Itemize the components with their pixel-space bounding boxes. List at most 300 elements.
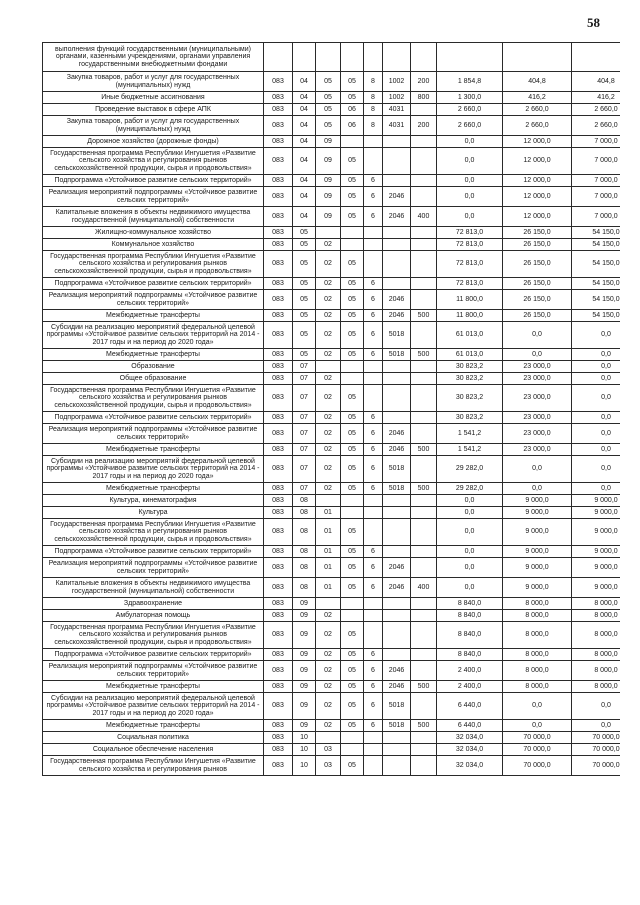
table-row <box>43 456 621 483</box>
subprogram-code: 6 <box>364 349 383 361</box>
subprogram-code: 6 <box>364 278 383 290</box>
program-code: 05 <box>341 756 364 776</box>
table-row <box>43 251 621 278</box>
activity-code: 1002 <box>383 92 411 104</box>
amount-year-2: 23 000,0 <box>503 444 572 456</box>
subsection-code <box>316 598 341 610</box>
amount-year-1 <box>437 43 503 72</box>
subprogram-code: 6 <box>364 558 383 578</box>
ministry-code: 083 <box>264 227 293 239</box>
program-code: 05 <box>341 622 364 649</box>
amount-year-2: 12 000,0 <box>503 148 572 175</box>
subsection-code: 02 <box>316 373 341 385</box>
subsection-code: 09 <box>316 207 341 227</box>
expense-type-code: 500 <box>411 310 437 322</box>
section-code: 09 <box>293 598 316 610</box>
subsection-code: 02 <box>316 239 341 251</box>
program-code: 05 <box>341 720 364 732</box>
subprogram-code: 6 <box>364 720 383 732</box>
subsection-code <box>316 43 341 72</box>
ministry-code: 083 <box>264 290 293 310</box>
row-name: Межбюджетные трансферты <box>43 720 264 732</box>
amount-year-2: 23 000,0 <box>503 361 572 373</box>
ministry-code: 083 <box>264 558 293 578</box>
subsection-code <box>316 732 341 744</box>
activity-code <box>383 373 411 385</box>
row-name: Подпрограмма «Устойчивое развитие сельских территорий» <box>43 649 264 661</box>
expense-type-code <box>411 322 437 349</box>
amount-year-2: 12 000,0 <box>503 175 572 187</box>
table-row <box>43 322 621 349</box>
amount-year-2: 26 150,0 <box>503 290 572 310</box>
expense-type-code: 500 <box>411 720 437 732</box>
amount-year-1: 0,0 <box>437 495 503 507</box>
row-name: Реализация мероприятий подпрограммы «Устойчивое развитие сельских территорий» <box>43 187 264 207</box>
section-code: 08 <box>293 558 316 578</box>
row-name: Субсидии на реализацию мероприятий федеральной целевой программы «Устойчивое развитие сельских территорий на 2014 - 2017 годы и на период до 2020 года» <box>43 456 264 483</box>
amount-year-2: 0,0 <box>503 349 572 361</box>
section-code: 04 <box>293 104 316 116</box>
table-row <box>43 310 621 322</box>
amount-year-3: 7 000,0 <box>572 175 621 187</box>
ministry-code: 083 <box>264 136 293 148</box>
activity-code <box>383 148 411 175</box>
expense-type-code <box>411 424 437 444</box>
table-row <box>43 104 621 116</box>
section-code: 07 <box>293 385 316 412</box>
program-code: 05 <box>341 661 364 681</box>
section-code: 08 <box>293 519 316 546</box>
program-code: 05 <box>341 349 364 361</box>
row-name: Социальное обеспечение населения <box>43 744 264 756</box>
table-row <box>43 227 621 239</box>
subprogram-code <box>364 610 383 622</box>
row-name: Коммунальное хозяйство <box>43 239 264 251</box>
amount-year-1: 29 282,0 <box>437 456 503 483</box>
amount-year-2: 9 000,0 <box>503 546 572 558</box>
subprogram-code <box>364 251 383 278</box>
expense-type-code <box>411 495 437 507</box>
subprogram-code <box>364 239 383 251</box>
subprogram-code: 6 <box>364 310 383 322</box>
subsection-code: 02 <box>316 278 341 290</box>
subsection-code: 05 <box>316 72 341 92</box>
program-code: 05 <box>341 72 364 92</box>
amount-year-2: 12 000,0 <box>503 187 572 207</box>
subsection-code: 01 <box>316 507 341 519</box>
program-code: 05 <box>341 649 364 661</box>
program-code: 05 <box>341 175 364 187</box>
amount-year-2: 8 000,0 <box>503 681 572 693</box>
amount-year-3: 7 000,0 <box>572 136 621 148</box>
amount-year-3: 7 000,0 <box>572 207 621 227</box>
ministry-code <box>264 43 293 72</box>
table-row <box>43 290 621 310</box>
ministry-code: 083 <box>264 349 293 361</box>
activity-code: 5018 <box>383 693 411 720</box>
section-code: 09 <box>293 720 316 732</box>
program-code: 05 <box>341 412 364 424</box>
table-row <box>43 385 621 412</box>
subsection-code: 09 <box>316 175 341 187</box>
amount-year-2 <box>503 43 572 72</box>
activity-code: 2046 <box>383 290 411 310</box>
row-name: Подпрограмма «Устойчивое развитие сельских территорий» <box>43 412 264 424</box>
program-code: 05 <box>341 290 364 310</box>
table-row <box>43 649 621 661</box>
section-code: 08 <box>293 495 316 507</box>
amount-year-3: 8 000,0 <box>572 622 621 649</box>
amount-year-1: 72 813,0 <box>437 251 503 278</box>
amount-year-3: 54 150,0 <box>572 290 621 310</box>
amount-year-1: 32 034,0 <box>437 756 503 776</box>
amount-year-3: 0,0 <box>572 412 621 424</box>
row-name: Государственная программа Республики Ингушетия «Развитие сельского хозяйства и регулирования рынков сельскохозяйственной продукции, сырья и продовольствия» <box>43 622 264 649</box>
amount-year-3 <box>572 43 621 72</box>
ministry-code: 083 <box>264 239 293 251</box>
ministry-code: 083 <box>264 622 293 649</box>
table-row <box>43 444 621 456</box>
row-name: Капитальные вложения в объекты недвижимого имущества государственной (муниципальной) собственности <box>43 207 264 227</box>
subsection-code: 01 <box>316 578 341 598</box>
table-row <box>43 207 621 227</box>
subsection-code: 02 <box>316 310 341 322</box>
amount-year-1: 0,0 <box>437 136 503 148</box>
table-row <box>43 732 621 744</box>
subsection-code: 02 <box>316 322 341 349</box>
subsection-code <box>316 495 341 507</box>
activity-code: 2046 <box>383 310 411 322</box>
amount-year-1: 11 800,0 <box>437 290 503 310</box>
row-name: Капитальные вложения в объекты недвижимого имущества государственной (муниципальной) собственности <box>43 578 264 598</box>
ministry-code: 083 <box>264 495 293 507</box>
activity-code <box>383 385 411 412</box>
subprogram-code: 6 <box>364 661 383 681</box>
amount-year-1: 32 034,0 <box>437 732 503 744</box>
subprogram-code <box>364 385 383 412</box>
row-name: Здравоохранение <box>43 598 264 610</box>
row-name: Культура, кинематография <box>43 495 264 507</box>
table-row <box>43 681 621 693</box>
amount-year-3: 0,0 <box>572 322 621 349</box>
amount-year-3: 70 000,0 <box>572 732 621 744</box>
section-code: 05 <box>293 251 316 278</box>
table-row <box>43 43 621 72</box>
subsection-code: 02 <box>316 456 341 483</box>
amount-year-3: 9 000,0 <box>572 507 621 519</box>
row-name: Подпрограмма «Устойчивое развитие сельских территорий» <box>43 546 264 558</box>
expense-type-code: 200 <box>411 116 437 136</box>
amount-year-3: 9 000,0 <box>572 519 621 546</box>
table-row <box>43 175 621 187</box>
activity-code: 2046 <box>383 444 411 456</box>
section-code: 07 <box>293 444 316 456</box>
row-name: Амбулаторная помощь <box>43 610 264 622</box>
amount-year-3: 70 000,0 <box>572 744 621 756</box>
section-code: 05 <box>293 290 316 310</box>
activity-code: 5018 <box>383 483 411 495</box>
amount-year-2: 70 000,0 <box>503 744 572 756</box>
ministry-code: 083 <box>264 385 293 412</box>
subprogram-code: 6 <box>364 412 383 424</box>
amount-year-3: 54 150,0 <box>572 310 621 322</box>
table-row <box>43 661 621 681</box>
amount-year-2: 26 150,0 <box>503 310 572 322</box>
ministry-code: 083 <box>264 207 293 227</box>
amount-year-1: 2 660,0 <box>437 104 503 116</box>
amount-year-3: 9 000,0 <box>572 558 621 578</box>
amount-year-1: 0,0 <box>437 148 503 175</box>
amount-year-2: 8 000,0 <box>503 649 572 661</box>
expense-type-code <box>411 148 437 175</box>
amount-year-1: 0,0 <box>437 507 503 519</box>
program-code: 05 <box>341 483 364 495</box>
program-code: 05 <box>341 456 364 483</box>
ministry-code: 083 <box>264 424 293 444</box>
subsection-code: 02 <box>316 444 341 456</box>
row-name: Межбюджетные трансферты <box>43 483 264 495</box>
expense-type-code <box>411 278 437 290</box>
amount-year-1: 61 013,0 <box>437 349 503 361</box>
row-name: Закупка товаров, работ и услуг для государственных (муниципальных) нужд <box>43 72 264 92</box>
subsection-code: 03 <box>316 744 341 756</box>
program-code <box>341 136 364 148</box>
row-name: Реализация мероприятий подпрограммы «Устойчивое развитие сельских территорий» <box>43 661 264 681</box>
table-row <box>43 519 621 546</box>
amount-year-2: 23 000,0 <box>503 385 572 412</box>
amount-year-1: 1 541,2 <box>437 424 503 444</box>
expense-type-code: 500 <box>411 483 437 495</box>
subsection-code <box>316 361 341 373</box>
amount-year-1: 6 440,0 <box>437 693 503 720</box>
table-row <box>43 349 621 361</box>
amount-year-1: 11 800,0 <box>437 310 503 322</box>
ministry-code: 083 <box>264 104 293 116</box>
subprogram-code: 6 <box>364 456 383 483</box>
program-code <box>341 732 364 744</box>
section-code: 07 <box>293 456 316 483</box>
program-code: 05 <box>341 310 364 322</box>
amount-year-1: 0,0 <box>437 175 503 187</box>
subsection-code: 02 <box>316 720 341 732</box>
activity-code <box>383 610 411 622</box>
table-row <box>43 546 621 558</box>
program-code: 05 <box>341 424 364 444</box>
amount-year-3: 54 150,0 <box>572 278 621 290</box>
amount-year-1: 0,0 <box>437 207 503 227</box>
row-name: Государственная программа Республики Ингушетия «Развитие сельского хозяйства и регулирования рынков сельскохозяйственной продукции, сырья и продовольствия» <box>43 148 264 175</box>
amount-year-3: 0,0 <box>572 693 621 720</box>
budget-table-body <box>43 43 621 776</box>
program-code: 05 <box>341 278 364 290</box>
ministry-code: 083 <box>264 720 293 732</box>
section-code: 05 <box>293 278 316 290</box>
program-code: 05 <box>341 322 364 349</box>
amount-year-1: 30 823,2 <box>437 412 503 424</box>
subprogram-code <box>364 598 383 610</box>
amount-year-2: 8 000,0 <box>503 661 572 681</box>
subprogram-code: 6 <box>364 175 383 187</box>
table-row <box>43 278 621 290</box>
amount-year-2: 9 000,0 <box>503 519 572 546</box>
amount-year-2: 9 000,0 <box>503 578 572 598</box>
subprogram-code: 6 <box>364 483 383 495</box>
subprogram-code: 6 <box>364 649 383 661</box>
subsection-code: 02 <box>316 681 341 693</box>
section-code: 04 <box>293 92 316 104</box>
activity-code <box>383 495 411 507</box>
subprogram-code: 6 <box>364 322 383 349</box>
program-code <box>341 373 364 385</box>
expense-type-code <box>411 546 437 558</box>
subprogram-code <box>364 43 383 72</box>
subsection-code: 02 <box>316 610 341 622</box>
table-row <box>43 92 621 104</box>
activity-code <box>383 598 411 610</box>
subsection-code: 02 <box>316 661 341 681</box>
table-row <box>43 239 621 251</box>
expense-type-code <box>411 239 437 251</box>
activity-code: 2046 <box>383 424 411 444</box>
activity-code: 2046 <box>383 187 411 207</box>
table-row <box>43 412 621 424</box>
activity-code <box>383 239 411 251</box>
amount-year-2: 8 000,0 <box>503 598 572 610</box>
subsection-code: 05 <box>316 92 341 104</box>
row-name: Межбюджетные трансферты <box>43 349 264 361</box>
expense-type-code <box>411 558 437 578</box>
section-code: 04 <box>293 207 316 227</box>
activity-code: 1002 <box>383 72 411 92</box>
row-name: Реализация мероприятий подпрограммы «Устойчивое развитие сельских территорий» <box>43 558 264 578</box>
activity-code <box>383 251 411 278</box>
table-row <box>43 558 621 578</box>
ministry-code: 083 <box>264 681 293 693</box>
section-code: 07 <box>293 424 316 444</box>
section-code: 10 <box>293 732 316 744</box>
ministry-code: 083 <box>264 693 293 720</box>
amount-year-3: 70 000,0 <box>572 756 621 776</box>
amount-year-2: 23 000,0 <box>503 412 572 424</box>
activity-code <box>383 546 411 558</box>
amount-year-1: 0,0 <box>437 578 503 598</box>
section-code: 09 <box>293 661 316 681</box>
program-code: 05 <box>341 187 364 207</box>
subsection-code: 02 <box>316 290 341 310</box>
amount-year-1: 2 400,0 <box>437 661 503 681</box>
amount-year-1: 30 823,2 <box>437 373 503 385</box>
activity-code <box>383 278 411 290</box>
ministry-code: 083 <box>264 744 293 756</box>
subsection-code: 02 <box>316 483 341 495</box>
amount-year-1: 2 400,0 <box>437 681 503 693</box>
amount-year-2: 12 000,0 <box>503 207 572 227</box>
amount-year-1: 72 813,0 <box>437 278 503 290</box>
row-name: Подпрограмма «Устойчивое развитие сельских территорий» <box>43 175 264 187</box>
expense-type-code <box>411 361 437 373</box>
subprogram-code <box>364 732 383 744</box>
activity-code <box>383 622 411 649</box>
ministry-code: 083 <box>264 373 293 385</box>
expense-type-code: 500 <box>411 681 437 693</box>
section-code: 09 <box>293 622 316 649</box>
ministry-code: 083 <box>264 361 293 373</box>
section-code: 09 <box>293 693 316 720</box>
activity-code: 5018 <box>383 456 411 483</box>
amount-year-2: 0,0 <box>503 483 572 495</box>
subprogram-code: 8 <box>364 104 383 116</box>
amount-year-1: 8 840,0 <box>437 598 503 610</box>
row-name: Межбюджетные трансферты <box>43 310 264 322</box>
table-row <box>43 578 621 598</box>
subprogram-code: 6 <box>364 207 383 227</box>
expense-type-code <box>411 373 437 385</box>
amount-year-2: 9 000,0 <box>503 495 572 507</box>
activity-code: 2046 <box>383 578 411 598</box>
program-code <box>341 495 364 507</box>
amount-year-2: 12 000,0 <box>503 136 572 148</box>
section-code: 07 <box>293 412 316 424</box>
amount-year-1: 1 300,0 <box>437 92 503 104</box>
amount-year-1: 30 823,2 <box>437 385 503 412</box>
ministry-code: 083 <box>264 661 293 681</box>
amount-year-2: 404,8 <box>503 72 572 92</box>
subsection-code: 09 <box>316 148 341 175</box>
amount-year-1: 8 840,0 <box>437 610 503 622</box>
subsection-code: 01 <box>316 546 341 558</box>
amount-year-3: 0,0 <box>572 385 621 412</box>
amount-year-1: 8 840,0 <box>437 649 503 661</box>
ministry-code: 083 <box>264 322 293 349</box>
ministry-code: 083 <box>264 649 293 661</box>
amount-year-2: 70 000,0 <box>503 732 572 744</box>
program-code: 05 <box>341 92 364 104</box>
amount-year-2: 8 000,0 <box>503 622 572 649</box>
subsection-code: 03 <box>316 756 341 776</box>
row-name: Межбюджетные трансферты <box>43 681 264 693</box>
section-code: 05 <box>293 310 316 322</box>
section-code: 09 <box>293 681 316 693</box>
subprogram-code: 6 <box>364 693 383 720</box>
page-number: 58 <box>587 15 600 30</box>
amount-year-3: 0,0 <box>572 424 621 444</box>
amount-year-3: 0,0 <box>572 720 621 732</box>
row-name: Субсидии на реализацию мероприятий федеральной целевой программы «Устойчивое развитие сельских территорий на 2014 - 2017 годы и на период до 2020 года» <box>43 693 264 720</box>
subprogram-code <box>364 373 383 385</box>
amount-year-1: 8 840,0 <box>437 622 503 649</box>
ministry-code: 083 <box>264 175 293 187</box>
amount-year-1: 29 282,0 <box>437 483 503 495</box>
expense-type-code <box>411 598 437 610</box>
amount-year-3: 8 000,0 <box>572 681 621 693</box>
activity-code <box>383 136 411 148</box>
subsection-code: 02 <box>316 385 341 412</box>
ministry-code: 083 <box>264 148 293 175</box>
subprogram-code <box>364 227 383 239</box>
ministry-code: 083 <box>264 412 293 424</box>
expense-type-code <box>411 519 437 546</box>
table-row <box>43 373 621 385</box>
expense-type-code <box>411 136 437 148</box>
subprogram-code: 8 <box>364 92 383 104</box>
subsection-code: 05 <box>316 116 341 136</box>
section-code: 10 <box>293 744 316 756</box>
expense-type-code <box>411 187 437 207</box>
ministry-code: 083 <box>264 456 293 483</box>
amount-year-2: 26 150,0 <box>503 227 572 239</box>
amount-year-3: 0,0 <box>572 373 621 385</box>
amount-year-3: 8 000,0 <box>572 610 621 622</box>
